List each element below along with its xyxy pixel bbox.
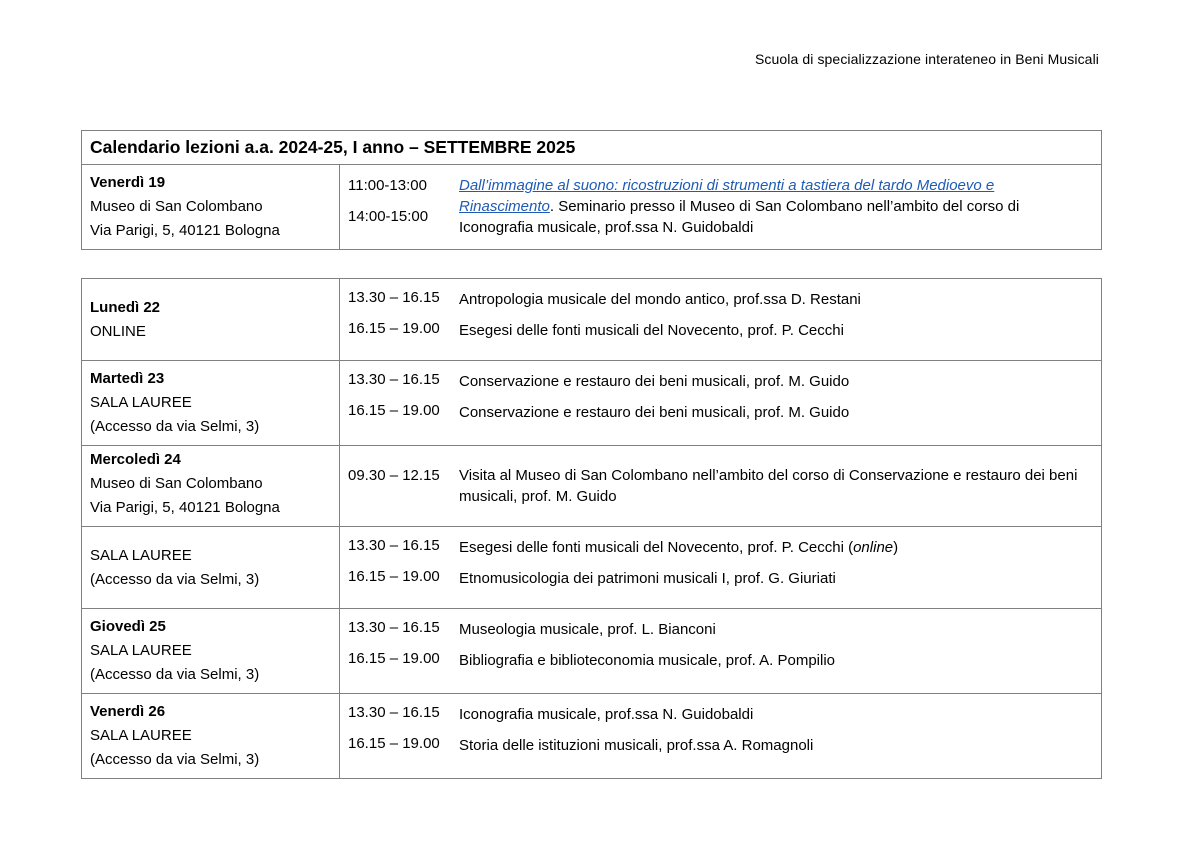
day-label: Venerdì 19 <box>90 174 166 191</box>
session-cell <box>340 361 1102 446</box>
location-line: SALA LAUREE <box>90 546 192 564</box>
time-slot: 11:00-13:00 <box>348 177 427 194</box>
location-address: (Accesso da via Selmi, 3) <box>90 418 260 435</box>
location-address: (Accesso da via Selmi, 3) <box>90 751 260 768</box>
location-cell <box>82 694 340 779</box>
location-address: (Accesso da via Selmi, 3) <box>90 570 260 588</box>
session-description <box>459 175 1093 238</box>
day-label: Mercoledì 24 <box>90 451 181 468</box>
calendar-table-week <box>81 278 1102 779</box>
location-line: SALA LAUREE <box>90 394 192 411</box>
time-slot: 14:00-15:00 <box>348 208 429 225</box>
session-text: ) <box>893 539 899 556</box>
location-cell <box>82 527 340 609</box>
location-line: ONLINE <box>90 322 146 340</box>
session-cell <box>340 609 1102 694</box>
location-line: Museo di San Colombano <box>90 198 263 215</box>
online-note: online <box>853 539 894 556</box>
time-slot: 13.30 – 16.15 <box>348 537 440 554</box>
time-slot: 16.15 – 19.00 <box>348 650 440 667</box>
time-slot: 16.15 – 19.00 <box>348 735 440 752</box>
location-line: SALA LAUREE <box>90 727 192 744</box>
calendar-title: Calendario lezioni a.a. 2024-25, I anno – SETTEMBRE 2025 <box>82 131 1102 165</box>
session-cell <box>340 165 1102 250</box>
session-description: Esegesi delle fonti musicali del Novecento, prof. P. Cecchi <box>459 322 844 339</box>
session-description: Etnomusicologia dei patrimoni musicali I, prof. G. Giuriati <box>459 570 836 587</box>
session-description: Bibliografia e biblioteconomia musicale, prof. A. Pompilio <box>459 652 836 669</box>
location-line: SALA LAUREE <box>90 642 192 659</box>
location-cell <box>82 609 340 694</box>
session-text: Esegesi delle fonti musicali del Novecento, prof. P. Cecchi ( <box>459 539 854 556</box>
session-cell <box>340 694 1102 779</box>
time-slot: 16.15 – 19.00 <box>348 402 440 419</box>
day-label: Giovedì 25 <box>90 618 166 635</box>
time-slot: 16.15 – 19.00 <box>348 568 440 585</box>
location-cell <box>82 361 340 446</box>
time-slot: 13.30 – 16.15 <box>348 704 440 721</box>
session-description: Visita al Museo di San Colombano nell’ambito del corso di Conservazione e restauro dei beni musicali, prof. M. Guido <box>459 467 1078 505</box>
session-cell <box>340 279 1102 361</box>
day-label: Venerdì 26 <box>90 703 166 720</box>
location-address: Via Parigi, 5, 40121 Bologna <box>90 499 280 516</box>
session-description: Conservazione e restauro dei beni musicali, prof. M. Guido <box>459 373 850 390</box>
document-header: Scuola di specializzazione interateneo in Beni Musicali <box>754 51 1099 67</box>
session-cell <box>340 527 1102 609</box>
session-description: Conservazione e restauro dei beni musicali, prof. M. Guido <box>459 404 850 421</box>
session-description: Museologia musicale, prof. L. Bianconi <box>459 621 716 638</box>
calendar-table-seminar <box>81 130 1102 250</box>
time-slot: 09.30 – 12.15 <box>348 467 440 484</box>
session-cell <box>340 446 1102 527</box>
day-label: Lunedì 22 <box>90 298 161 316</box>
location-cell <box>82 165 340 250</box>
time-slot: 13.30 – 16.15 <box>348 289 440 306</box>
time-slot: 13.30 – 16.15 <box>348 371 440 388</box>
time-slot: 16.15 – 19.00 <box>348 320 440 337</box>
location-cell <box>82 446 340 527</box>
session-description <box>459 537 1093 558</box>
time-slot: 13.30 – 16.15 <box>348 619 440 636</box>
location-address: (Accesso da via Selmi, 3) <box>90 666 260 683</box>
seminar-details: . Seminario presso il Museo di San Colombano nell’ambito del corso di Iconografia musicale, prof.ssa N. Guidobaldi <box>459 198 1020 236</box>
location-cell <box>82 279 340 361</box>
day-label: Martedì 23 <box>90 370 165 387</box>
session-description: Iconografia musicale, prof.ssa N. Guidobaldi <box>459 706 754 723</box>
session-description: Antropologia musicale del mondo antico, prof.ssa D. Restani <box>459 291 861 308</box>
location-line: Museo di San Colombano <box>90 475 263 492</box>
location-address: Via Parigi, 5, 40121 Bologna <box>90 222 280 239</box>
session-description: Storia delle istituzioni musicali, prof.ssa A. Romagnoli <box>459 737 814 754</box>
seminar-link[interactable]: Dall’immagine al suono: ricostruzioni di strumenti a tastiera del tardo Medioevo e Rinascimento <box>459 177 995 215</box>
